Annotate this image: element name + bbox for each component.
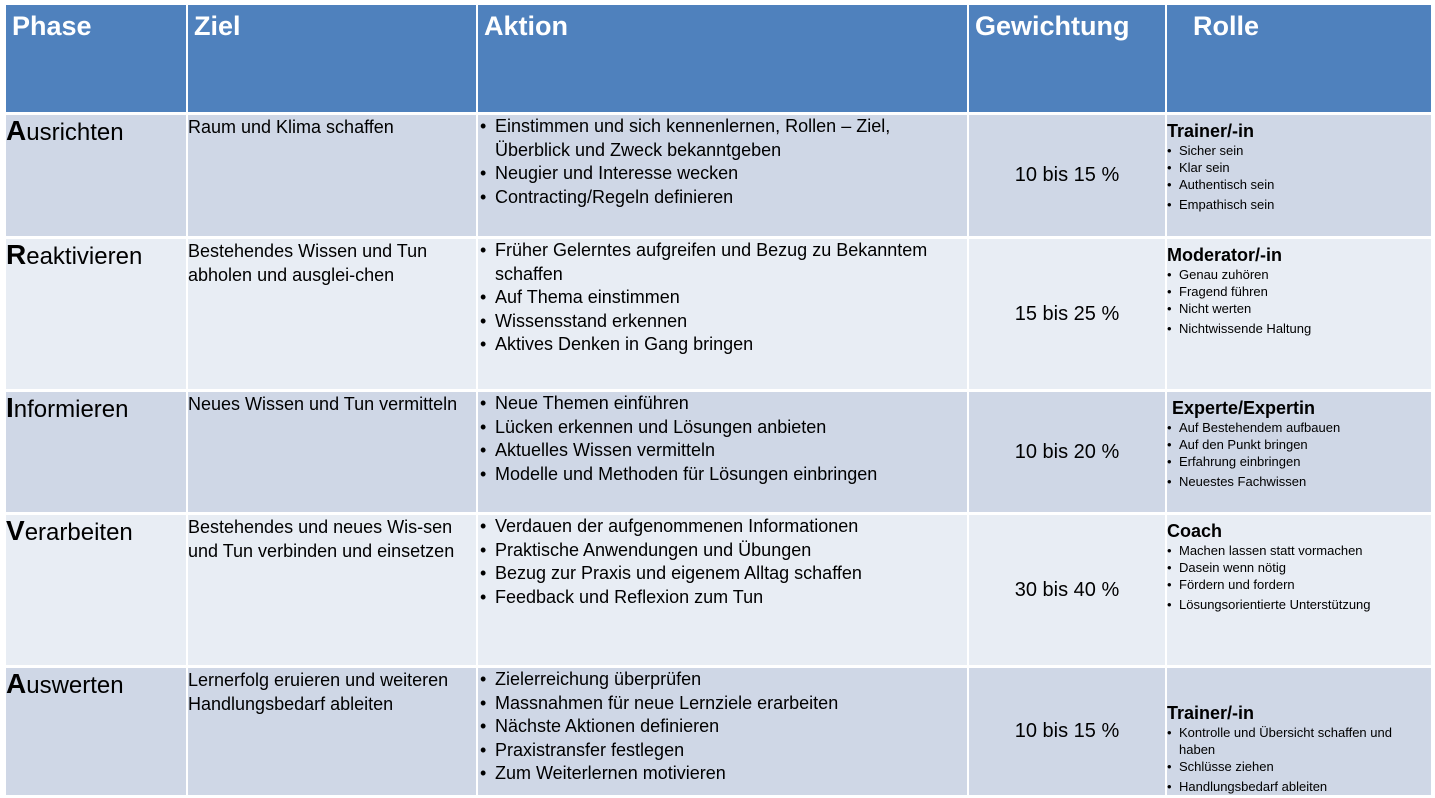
aktion-cell xyxy=(478,668,969,798)
rolle-cell xyxy=(1167,515,1431,668)
table-row xyxy=(6,515,1431,668)
table-row xyxy=(6,392,1431,515)
phase-cell xyxy=(6,115,188,239)
aktion-item: • Contracting/Regeln definieren xyxy=(478,186,967,210)
header-ziel: Ziel xyxy=(188,5,478,115)
aktion-item: • Aktives Denken in Gang bringen xyxy=(478,333,967,357)
rolle-item: • Lösungsorientierte Unterstützung xyxy=(1167,596,1431,613)
phase-cell xyxy=(6,515,188,668)
aktion-item: • Praktische Anwendungen und Übungen xyxy=(478,539,967,563)
aktion-item: • Zum Weiterlernen motivieren xyxy=(478,762,967,786)
rolle-item: • Klar sein xyxy=(1167,159,1431,176)
aktion-item: • Neue Themen einführen xyxy=(478,392,967,416)
rolle-item: • Dasein wenn nötig xyxy=(1167,559,1431,576)
rolle-list xyxy=(1167,724,1431,795)
phase-rest: usrichten xyxy=(26,119,124,146)
table-row xyxy=(6,239,1431,392)
aktion-cell xyxy=(478,515,969,668)
aktion-item: • Aktuelles Wissen vermitteln xyxy=(478,439,967,463)
table-row xyxy=(6,115,1431,239)
gewichtung-cell: 15 bis 25 % xyxy=(969,239,1167,392)
rolle-item: • Empathisch sein xyxy=(1167,196,1431,213)
aktion-item: • Nächste Aktionen definieren xyxy=(478,715,967,739)
rolle-item: • Erfahrung einbringen xyxy=(1167,453,1431,470)
table-row xyxy=(6,668,1431,798)
aktion-item: • Auf Thema einstimmen xyxy=(478,286,967,310)
rolle-list xyxy=(1167,419,1431,490)
aktion-item: • Verdauen der aufgenommenen Informationen xyxy=(478,515,967,539)
aktion-item: • Zielerreichung überprüfen xyxy=(478,668,967,692)
phase-cell xyxy=(6,239,188,392)
phase-rest: nformieren xyxy=(13,396,129,423)
rolle-item: • Auf den Punkt bringen xyxy=(1167,436,1431,453)
rolle-item: • Machen lassen statt vormachen xyxy=(1167,542,1431,559)
phase-initial: V xyxy=(6,515,25,546)
rolle-item: • Nicht werten xyxy=(1167,300,1431,317)
header-gewichtung: Gewichtung xyxy=(969,5,1167,115)
phase-rest: eaktivieren xyxy=(26,243,143,270)
ziel-cell: Bestehendes Wissen und Tun abholen und ausglei-chen xyxy=(188,239,478,392)
aktion-item: • Wissensstand erkennen xyxy=(478,310,967,334)
rolle-item: • Genau zuhören xyxy=(1167,266,1431,283)
phase-initial: R xyxy=(6,239,27,270)
gewichtung-cell: 10 bis 20 % xyxy=(969,392,1167,515)
aktion-item: • Früher Gelerntes aufgreifen und Bezug zu Bekanntem schaffen xyxy=(478,239,967,286)
rolle-title: Experte/Expertin xyxy=(1172,398,1316,418)
aktion-cell xyxy=(478,392,969,515)
rolle-title: Moderator/-in xyxy=(1167,245,1282,265)
rolle-item: • Sicher sein xyxy=(1167,142,1431,159)
aktion-item: • Lücken erkennen und Lösungen anbieten xyxy=(478,416,967,440)
aktion-list xyxy=(478,115,967,209)
aktion-item: • Einstimmen und sich kennenlernen, Rollen – Ziel, Überblick und Zweck bekanntgeben xyxy=(478,115,967,162)
rolle-item: • Nichtwissende Haltung xyxy=(1167,320,1431,337)
aktion-item: • Modelle und Methoden für Lösungen einbringen xyxy=(478,463,967,487)
ziel-cell: Neues Wissen und Tun vermitteln xyxy=(188,392,478,515)
rolle-title: Trainer/-in xyxy=(1167,121,1255,141)
aktion-item: • Massnahmen für neue Lernziele erarbeiten xyxy=(478,692,967,716)
aktion-cell xyxy=(478,115,969,239)
rolle-item: • Authentisch sein xyxy=(1167,176,1431,193)
rolle-list xyxy=(1167,542,1431,613)
header-aktion: Aktion xyxy=(478,5,969,115)
phase-rest: uswerten xyxy=(26,672,124,699)
header-phase: Phase xyxy=(6,5,188,115)
rolle-cell xyxy=(1167,668,1431,798)
aktion-item: • Feedback und Reflexion zum Tun xyxy=(478,586,967,610)
phase-initial: A xyxy=(6,668,27,699)
aktion-list xyxy=(478,668,967,786)
aktion-cell xyxy=(478,239,969,392)
aktion-list xyxy=(478,515,967,609)
phasen-tabelle xyxy=(6,5,1431,798)
header-row xyxy=(6,5,1431,115)
ziel-cell: Lernerfolg eruieren und weiteren Handlungsbedarf ableiten xyxy=(188,668,478,798)
rolle-item: • Neuestes Fachwissen xyxy=(1167,473,1431,490)
header-rolle: Rolle xyxy=(1167,5,1431,115)
phase-initial: A xyxy=(6,115,27,146)
rolle-item: • Schlüsse ziehen xyxy=(1167,758,1431,775)
rolle-item: • Fördern und fordern xyxy=(1167,576,1431,593)
phase-initial: I xyxy=(6,392,14,423)
gewichtung-cell: 10 bis 15 % xyxy=(969,668,1167,798)
rolle-cell xyxy=(1167,392,1431,515)
rolle-cell xyxy=(1167,239,1431,392)
phase-cell xyxy=(6,392,188,515)
rolle-list xyxy=(1167,142,1431,213)
rolle-cell xyxy=(1167,115,1431,239)
rolle-title: Coach xyxy=(1167,521,1223,541)
rolle-item: • Fragend führen xyxy=(1167,283,1431,300)
aktion-list xyxy=(478,239,967,357)
gewichtung-cell: 30 bis 40 % xyxy=(969,515,1167,668)
ziel-cell: Bestehendes und neues Wis-sen und Tun verbinden und einsetzen xyxy=(188,515,478,668)
rolle-list xyxy=(1167,266,1431,337)
ziel-cell: Raum und Klima schaffen xyxy=(188,115,478,239)
rolle-item: • Auf Bestehendem aufbauen xyxy=(1167,419,1431,436)
rolle-item: • Handlungsbedarf ableiten xyxy=(1167,778,1431,795)
aktion-item: • Bezug zur Praxis und eigenem Alltag schaffen xyxy=(478,562,967,586)
phase-rest: erarbeiten xyxy=(24,519,133,546)
aktion-list xyxy=(478,392,967,486)
aktion-item: • Neugier und Interesse wecken xyxy=(478,162,967,186)
phase-cell xyxy=(6,668,188,798)
rolle-item: • Kontrolle und Übersicht schaffen und haben xyxy=(1167,724,1431,758)
gewichtung-cell: 10 bis 15 % xyxy=(969,115,1167,239)
rolle-title: Trainer/-in xyxy=(1167,703,1255,723)
aktion-item: • Praxistransfer festlegen xyxy=(478,739,967,763)
